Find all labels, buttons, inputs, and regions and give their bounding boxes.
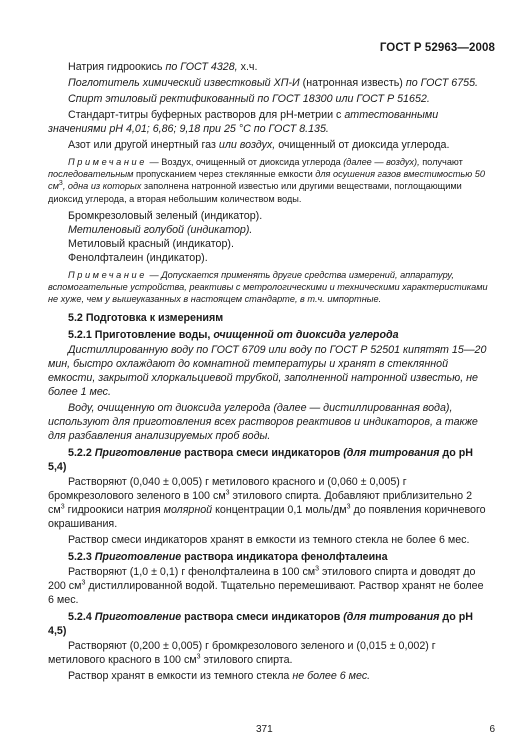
text: не более 6 мес. [292, 670, 371, 683]
text: концентрации 0,1 моль/дм [212, 504, 347, 517]
superscript: 3 [315, 565, 320, 573]
text: (далее — воздух), [343, 157, 420, 167]
document-body [48, 60, 490, 685]
standard-header: ГОСТ Р 52963—2008 [379, 42, 495, 54]
text: пропусканием через стеклянные емкости [133, 169, 316, 180]
subsection-heading-5-2-4 [48, 610, 490, 638]
text: этилового спирта. Добавляют приблизительно 2 см [48, 490, 473, 517]
text: Приготовление [91, 447, 182, 460]
text: для осушения газов вместимостью 50 см [48, 169, 485, 192]
text: этилового спирта. [200, 654, 293, 667]
text: последовательным [48, 169, 134, 180]
section-number: 5.2.1 [68, 329, 92, 342]
text: Азот или другой инертный газ [68, 139, 219, 151]
page-number-right: 6 [489, 724, 495, 735]
text: раствора смеси индикаторов [181, 447, 344, 460]
text: Приготовление [91, 551, 182, 564]
text: Приготовление воды, [94, 329, 211, 342]
text: х.ч. [237, 61, 258, 73]
text: гидроокиси натрия [64, 504, 164, 517]
superscript: 3 [346, 503, 351, 511]
text: очищенный от диоксида углерода. [275, 139, 450, 151]
note-air [48, 156, 490, 205]
text: по ГОСТ 4328, [165, 61, 238, 73]
list-item: Бромкрезоловый зеленый (индикатор). [68, 209, 263, 222]
text: Растворяют (1,0 ± 0,1) г фенолфталеина в 100 см [68, 566, 316, 579]
paragraph-ethanol: Спирт этиловый ректификованный по ГОСТ 18300 или ГОСТ Р 51652. [68, 93, 430, 105]
superscript: 3 [196, 653, 201, 661]
subsection-heading-5-2-3 [48, 550, 490, 564]
superscript: 3 [225, 489, 230, 497]
text: получают [419, 157, 463, 167]
text: по ГОСТ 6755. [405, 77, 478, 89]
paragraph [48, 565, 490, 607]
text: или воздух, [218, 139, 276, 151]
section-number: 5.2 [68, 312, 83, 325]
paragraph [48, 669, 490, 683]
section-number: 5.2.2 [68, 447, 92, 460]
text: , одна из которых [62, 181, 142, 192]
page-number-center: 371 [256, 724, 273, 735]
text: (для титрования [343, 611, 440, 624]
text: этилового спирта и доводят до 200 см [48, 566, 476, 593]
text: (для титрования [343, 447, 440, 460]
text: Натрия гидроокись [68, 61, 166, 73]
text: Растворяют (0,200 ± 0,005) г бромкрезолового зеленого и (0,015 ± 0,002) г метилового красного в 100 см [48, 640, 436, 667]
list-item: Метиловый красный (индикатор). [68, 237, 234, 250]
paragraph-nitrogen [48, 138, 490, 152]
paragraph: Раствор смеси индикаторов хранят в емкости из темного стекла не более 6 мес. [68, 534, 470, 547]
text: Поглотитель химический известковый ХП-И [68, 77, 300, 89]
section-title: Подготовка к измерениям [85, 312, 224, 325]
text: раствора индикатора фенолфталеина [181, 551, 388, 564]
paragraph: Дистиллированную воду по ГОСТ 6709 или воду по ГОСТ Р 52501 кипятят 15—20 мин, быстро охлаждают до комнатной температуры и хранят в стеклянной емкости, закрытой хлоркальциевой трубкой, заполненной натронной известью, не более 1 мес. [48, 344, 487, 399]
text: — Допускается применять другие средства измерений, аппаратуру, вспомогательные устройства, реактивы с метрологическими и техническими характеристиками не хуже, чем у вышеуказанных в настоящем стандарте, в т.ч. импортные. [48, 269, 488, 305]
paragraph-buffer-titrants [48, 108, 490, 136]
text: заполнена натронной известью или другими веществами, поглощающими диоксид углерода, а вторая небольшим количеством воды. [48, 181, 462, 204]
text: очищенной от диоксида углерода [210, 329, 399, 342]
text: раствора смеси индикаторов [181, 611, 344, 624]
text: дистиллированной водой. Тщательно перемешивают. Раствор хранят не более 6 мес. [48, 580, 484, 607]
text: молярной [163, 504, 213, 517]
section-number: 5.2.3 [68, 551, 92, 564]
section-number: 5.2.4 [68, 611, 92, 624]
subsection-heading-5-2-1 [48, 328, 490, 342]
text: до появления коричневого окрашивания. [48, 504, 486, 531]
note-label: Примечание [68, 269, 147, 280]
paragraph-sodium-hydroxide [48, 60, 490, 74]
list-item: Метиленовый голубой (индикатор). [68, 223, 253, 236]
superscript: 3 [60, 503, 65, 511]
text: до pH 5,4) [48, 447, 473, 474]
note-label: Примечание [68, 157, 147, 167]
paragraph: Воду, очищенную от диоксида углерода (далее — дистиллированная вода), используют для приготовления всех растворов реактивов и индикаторов, а также для разбавления анализируемых проб воды. [48, 402, 478, 443]
text: Раствор хранят в емкости из темного стекла [68, 670, 293, 683]
paragraph [48, 639, 490, 667]
section-heading-5-2 [48, 311, 490, 325]
text: — Воздух, очищенный от диоксида углерода [146, 157, 344, 167]
text: до pH 4,5) [48, 611, 473, 638]
text: Стандарт-титры буферных растворов для pH-метрии с [68, 109, 345, 121]
superscript: 3 [58, 180, 63, 188]
indicator-list [48, 209, 490, 265]
paragraph [48, 475, 490, 531]
note-equipment [48, 269, 490, 306]
text: (натронная известь) [299, 77, 406, 89]
text: Растворяют (0,040 ± 0,005) г метилового красного и (0,060 ± 0,005) г бромкрезолового зеленого в 100 см [48, 476, 407, 503]
text: аттестованными значениями pH 4,01; 6,86; 9,18 при 25 °С по ГОСТ 8.135. [48, 109, 439, 135]
superscript: 3 [81, 579, 86, 587]
subsection-heading-5-2-2 [48, 446, 490, 474]
paragraph-absorber [48, 76, 490, 90]
text: Приготовление [91, 611, 182, 624]
list-item: Фенолфталеин (индикатор). [68, 251, 208, 264]
